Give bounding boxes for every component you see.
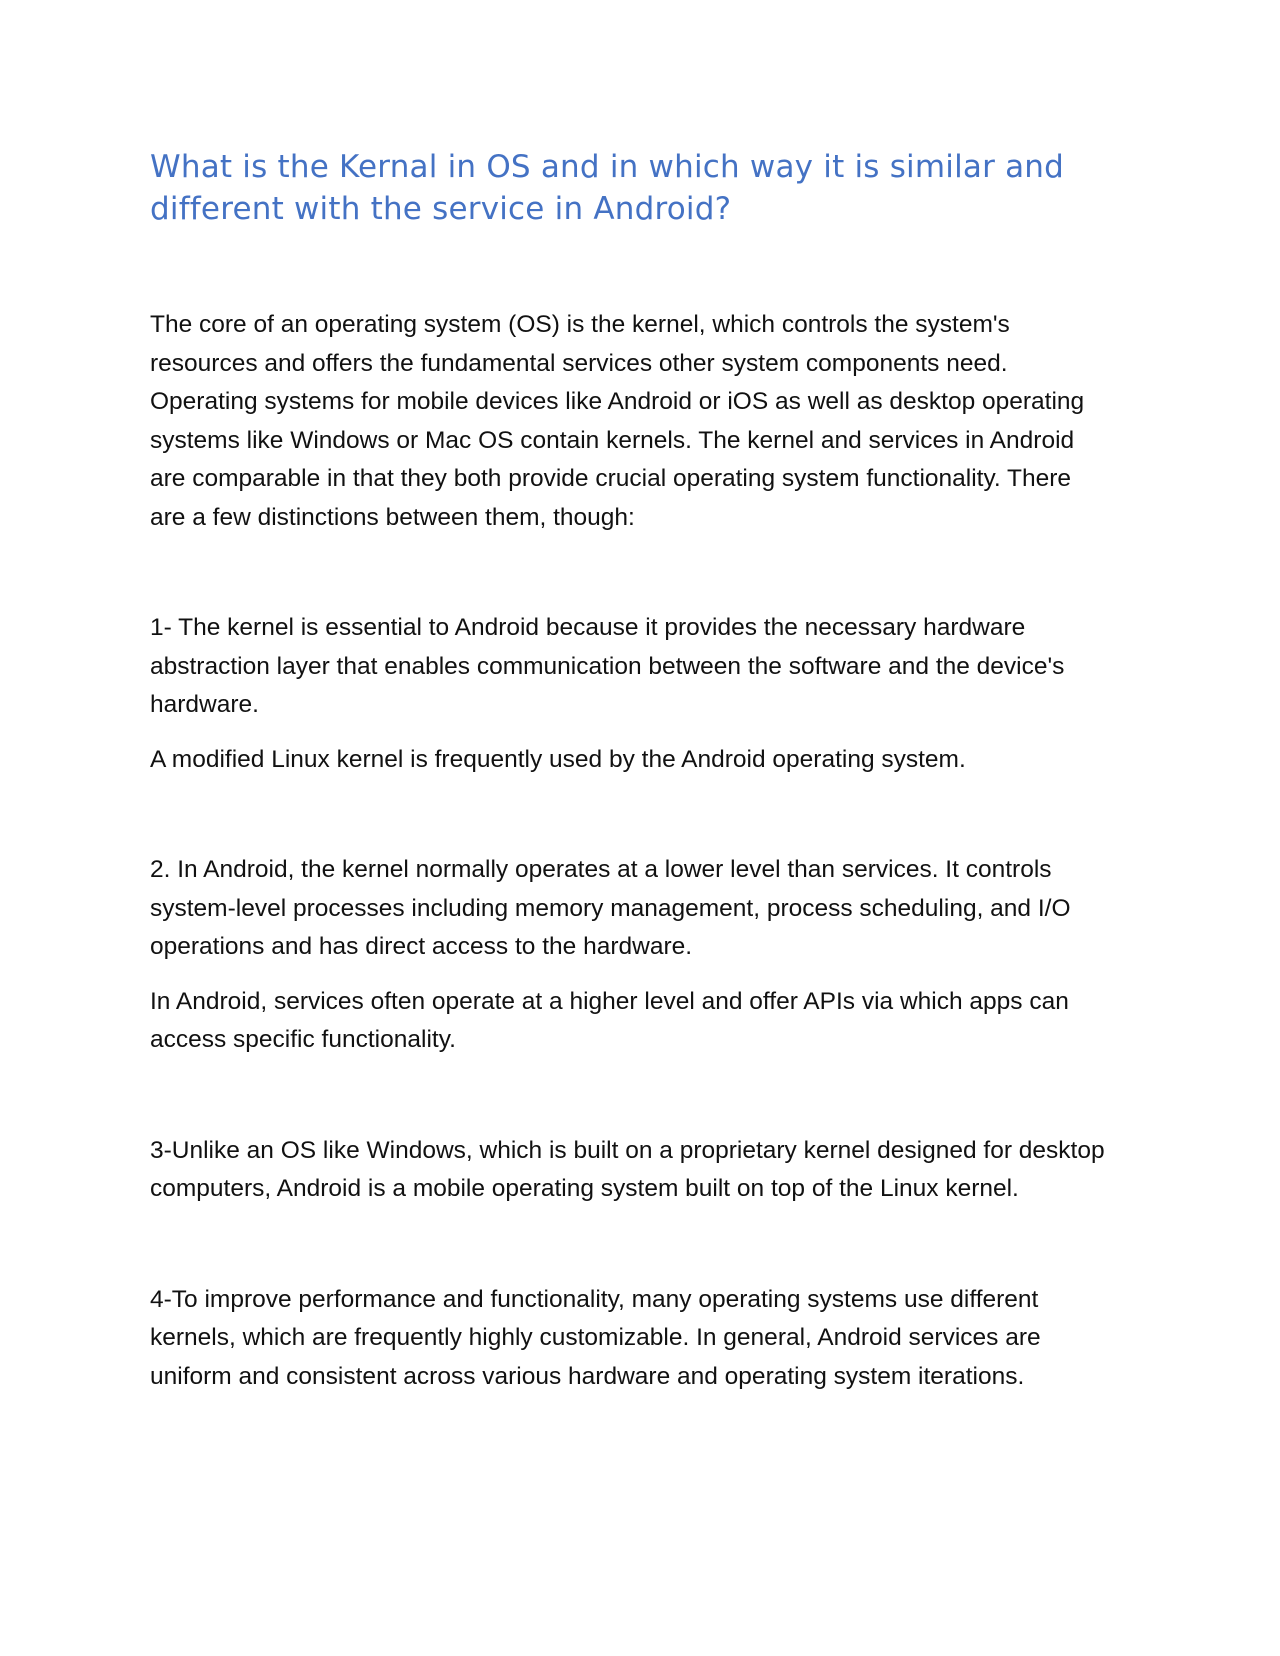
point-2-extra-paragraph: In Android, services often operate at a higher level and offer APIs via which apps can access specific functionality.: [150, 987, 1069, 1053]
point-2-paragraph: 2. In Android, the kernel normally operates at a lower level than services. It controls system-level processes including memory management, process scheduling, and I/O operations and has direct access to the hardware.: [150, 856, 1071, 960]
point-3-paragraph: 3-Unlike an OS like Windows, which is built on a proprietary kernel designed for desktop computers, Android is a mobile operating system built on top of the Linux kernel.: [150, 1136, 1105, 1202]
document-body: [150, 146, 1140, 1396]
intro-paragraph: The core of an operating system (OS) is the kernel, which controls the system's resources and offers the fundamental services other system components need. Operating systems for mobile devices like Android or iOS as well as desktop operating systems like Windows or Mac OS contain kernels. The kernel and services in Android are comparable in that they both provide crucial operating system functionality. There are a few distinctions between them, though:: [150, 311, 1085, 531]
document-title: What is the Kernal in OS and in which way it is similar and different with the service in Android?: [150, 149, 1065, 227]
point-1-extra-paragraph: A modified Linux kernel is frequently used by the Android operating system.: [150, 745, 966, 773]
point-4-paragraph: 4-To improve performance and functionality, many operating systems use different kernels, which are frequently highly customizable. In general, Android services are uniform and consistent across various hardware and operating system iterations.: [150, 1285, 1041, 1390]
point-1-paragraph: 1- The kernel is essential to Android because it provides the necessary hardware abstraction layer that enables communication between the software and the device's hardware.: [150, 614, 1065, 718]
